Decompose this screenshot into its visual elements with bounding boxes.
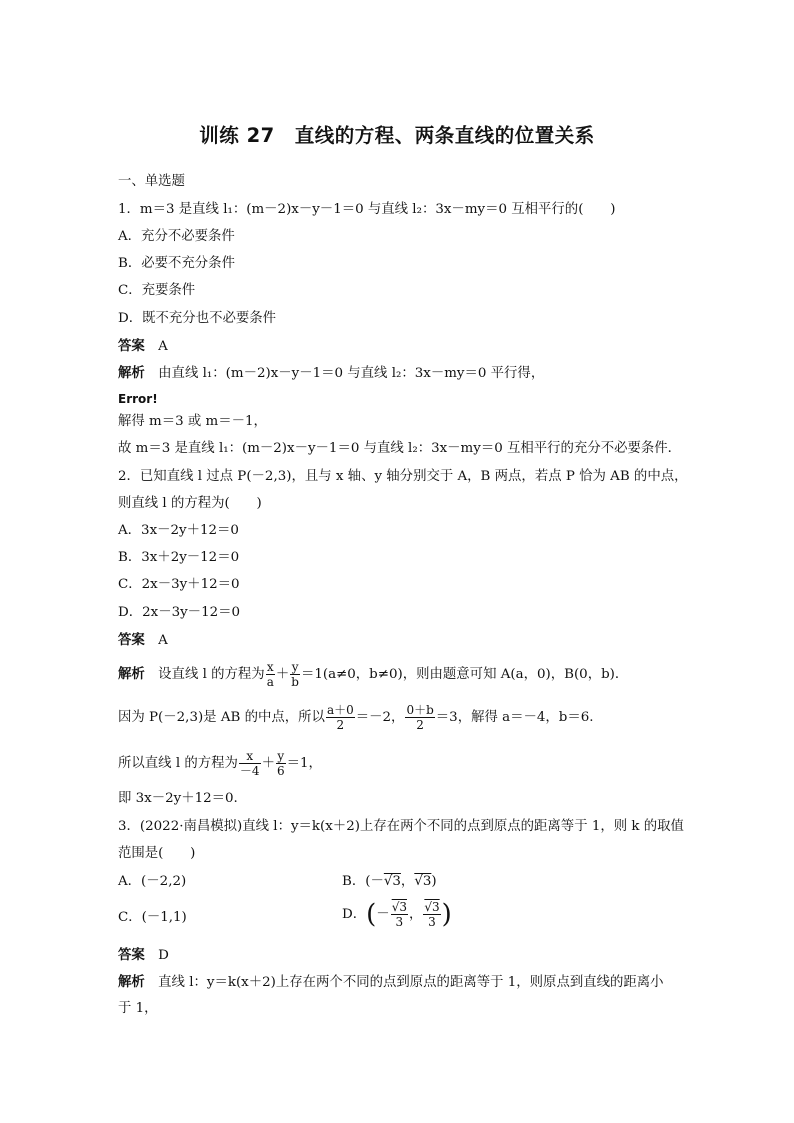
q2-answer-value: A	[158, 633, 168, 648]
answer-label: 答案	[118, 947, 145, 963]
q2-stem-line1: 2．已知直线 l 过点 P(－2,3)，且与 x 轴、y 轴分别交于 A，B 两点，若点 P 恰为 AB 的中点，	[118, 469, 688, 484]
q3-analysis-line1: 解析 直线 l：y＝k(x＋2)上存在两个不同的点到原点的距离等于 1，则原点到直线的距离小	[118, 974, 664, 990]
q1-option-c: C．充要条件	[118, 283, 196, 298]
q2-answer	[118, 631, 168, 650]
q3-stem-line1: 3．(2022·南昌模拟)直线 l：y＝k(x＋2)上存在两个不同的点到原点的距离等于 1，则 k 的取值	[118, 819, 684, 834]
q1-answer-value: A	[158, 339, 168, 354]
q2-option-d: D．2x－3y－12＝0	[118, 605, 241, 620]
q3-option-d: D．(－ $\frac{√3}{3}$ ， $\frac{√3}{3}$ )	[342, 899, 452, 930]
analysis-label: 解析	[118, 666, 145, 682]
sqrt-3: √3	[414, 874, 432, 889]
fraction-sqrt3-over-3: $\frac{√3}{3}$	[424, 900, 440, 929]
q1-analysis-error: Error!	[118, 392, 158, 406]
page-title: 训练 27 直线的方程、两条直线的位置关系	[199, 124, 595, 147]
q1-option-d: D．既不充分也不必要条件	[118, 311, 277, 326]
q1-analysis-line3: 解得 m＝3 或 m＝－1，	[118, 414, 267, 429]
q1-option-b: B．必要不充分条件	[118, 256, 235, 271]
q3-option-c: C．(－1,1)	[118, 910, 187, 925]
q2-analysis-line3: 所以直线 l 的方程为 $\frac{x}{-4}$ ＋ $\frac{y}{6}$ ＝1，	[118, 749, 322, 778]
q1-analysis-line4: 故 m＝3 是直线 l₁：(m－2)x－y－1＝0 与直线 l₂：3x－my＝0 互相平行的充分不必要条件．	[118, 441, 682, 456]
fraction-x-over-a: $\frac{x}{a}$	[266, 660, 274, 689]
answer-label: 答案	[118, 632, 145, 648]
section-heading: 一、单选题	[118, 174, 185, 189]
q3-answer-value: D	[158, 948, 169, 963]
q3-option-a: A．(－2,2)	[118, 874, 187, 889]
q2-option-c: C．2x－3y＋12＝0	[118, 577, 240, 592]
q3-analysis-line2: 于 1，	[118, 1001, 158, 1016]
fraction-y-over-b: $\frac{y}{b}$	[291, 660, 299, 689]
fraction-y-over-6: $\frac{y}{6}$	[276, 749, 285, 778]
q2-option-b: B．3x＋2y－12＝0	[118, 550, 240, 565]
analysis-label: 解析	[118, 974, 145, 990]
q1-analysis-line1	[118, 364, 544, 383]
q1-stem: 1．m＝3 是直线 l₁：(m－2)x－y－1＝0 与直线 l₂：3x－my＝0 互相平行的( )	[118, 202, 616, 217]
q2-stem-line2: 则直线 l 的方程为( )	[118, 496, 262, 511]
q1-answer	[118, 337, 168, 356]
sqrt-3: √3	[383, 874, 401, 889]
answer-label: 答案	[118, 338, 145, 354]
q2-analysis-line2: 因为 P(－2,3)是 AB 的中点，所以 $\frac{a+0}{2}$ ＝－2， $\frac{0+b}{2}$ ＝3，解得 a＝－4，b＝6.	[118, 703, 594, 732]
q1-option-a: A．充分不必要条件	[118, 229, 235, 244]
q3-stem-line2: 范围是( )	[118, 846, 196, 861]
q3-option-b: B．(－√3，√3)	[342, 874, 437, 889]
q3-answer	[118, 946, 169, 965]
fraction-0-plus-b-over-2: $\frac{0+b}{2}$	[406, 703, 434, 732]
q2-option-a: A．3x－2y＋12＝0	[118, 523, 239, 538]
q2-analysis-line1: 解析 设直线 l 的方程为 $\frac{x}{a}$ ＋ $\frac{y}{b}$ ＝1(a≠0，b≠0)，则由题意可知 A(a，0)，B(0，b)．	[118, 660, 629, 689]
fraction-sqrt3-over-3: $\frac{√3}{3}$	[391, 900, 407, 929]
q1-analysis-text1: 由直线 l₁：(m－2)x－y－1＝0 与直线 l₂：3x－my＝0 平行得，	[158, 366, 545, 381]
fraction-a-plus-0-over-2: $\frac{a+0}{2}$	[326, 703, 354, 732]
fraction-x-over-neg4: $\frac{x}{-4}$	[239, 749, 260, 778]
analysis-label: 解析	[118, 365, 145, 381]
q2-analysis-line4: 即 3x－2y＋12＝0.	[118, 791, 238, 806]
